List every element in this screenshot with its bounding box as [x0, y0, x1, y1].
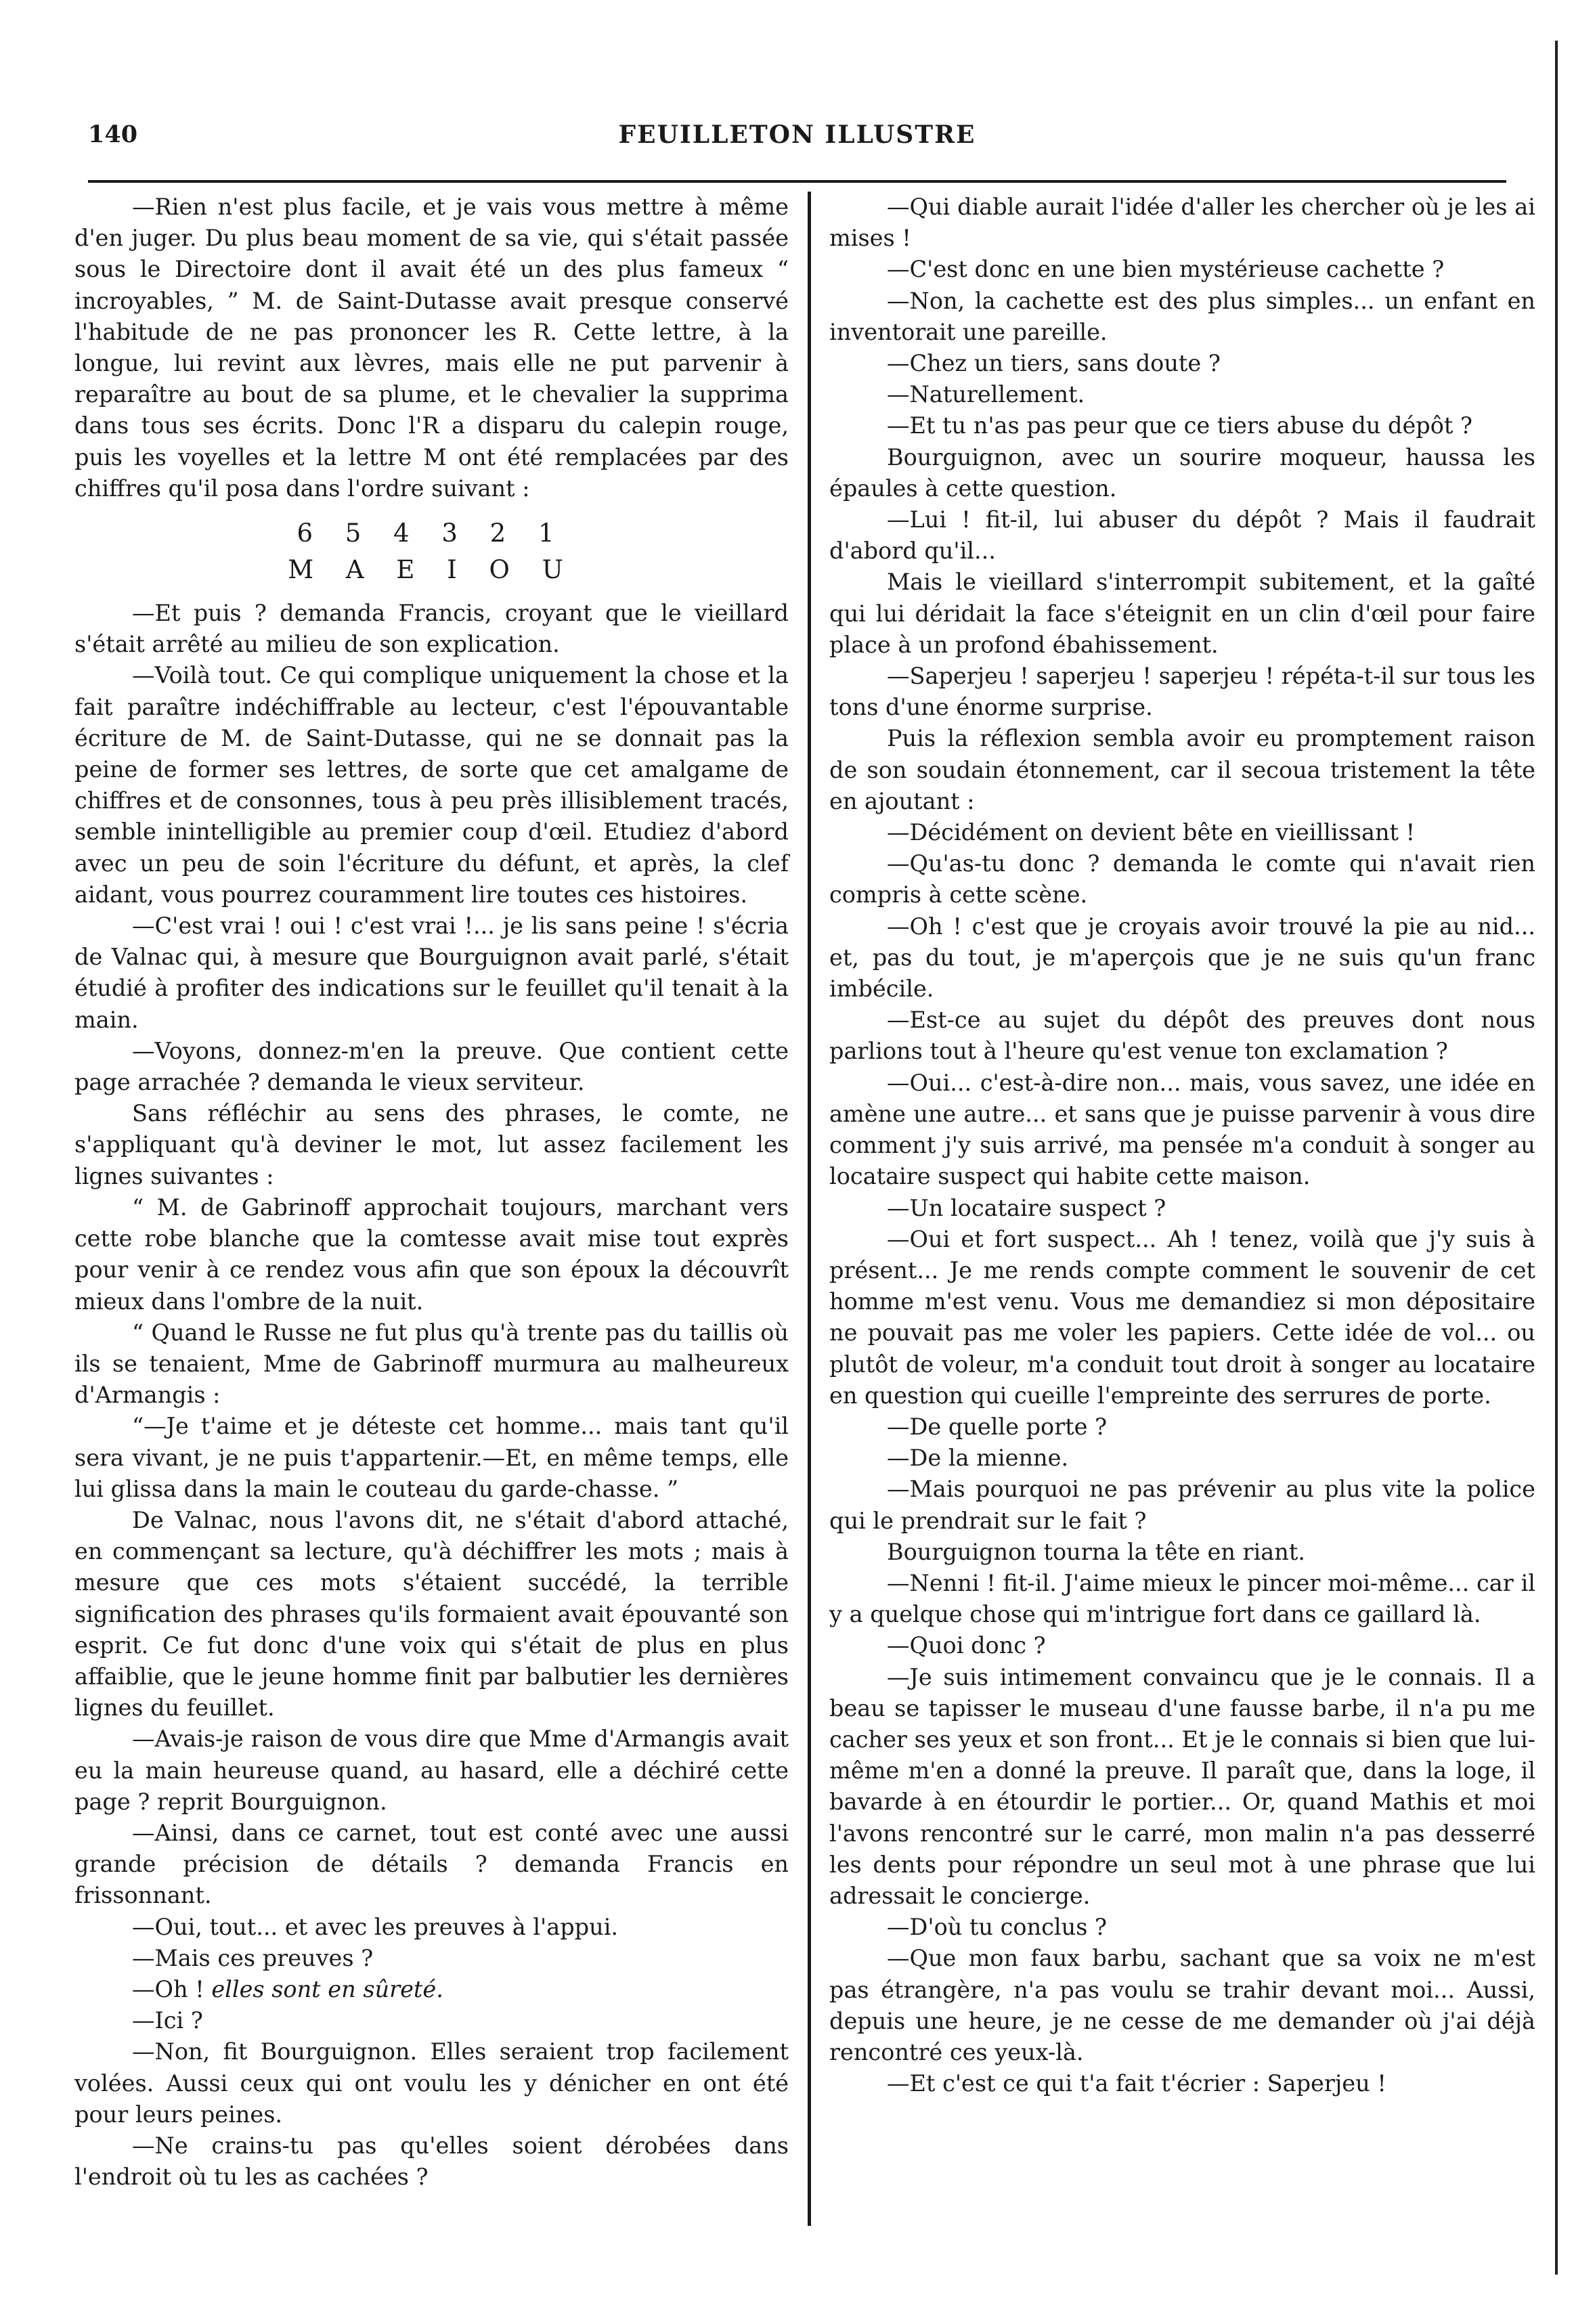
paragraph: —Chez un tiers, sans doute ? [887, 350, 1221, 377]
cipher-numbers: 6 5 4 3 2 1 [297, 519, 567, 548]
paragraph: —Oui et fort suspect... Ah ! tenez, voilà que j'y suis à présent... Je me rends compte comment le souvenir de cet homme m'est venu. Vous me demandiez si mon dépositaire ne pouvait pas me voler les papiers. Cette idée de vol... ou plutôt de voleur, m'a conduit tout droit à songer au locataire en question qui cueille l'empreinte des serrures de porte. [829, 1225, 1535, 1409]
left-column [74, 192, 789, 2193]
paragraph: —Nenni ! fit-il. J'aime mieux le pincer moi-même... car il y a quelque chose qui m'intrigue fort dans ce gaillard là. [829, 1569, 1535, 1628]
paragraph [74, 1974, 789, 2005]
paragraph: —Quoi donc ? [887, 1632, 1046, 1659]
paragraph: —De la mienne. [887, 1445, 1069, 1472]
cipher-letters: M A E I O U [288, 555, 575, 585]
paragraph: —C'est vrai ! oui ! c'est vrai !... je lis sans peine ! s'écria de Valnac qui, à mesure que Bourguignon avait parlé, s'était étudié à profiter des indications sur le feuillet qu'il tenait à la main. [74, 913, 789, 1033]
running-title: FEUILLETON ILLUSTRE [618, 120, 976, 149]
paragraph: —Naturellement. [887, 381, 1085, 408]
paragraph: —Lui ! fit-il, lui abuser du dépôt ? Mais il faudrait d'abord qu'il... [829, 506, 1535, 565]
paragraph: —Décidément on devient bête en vieillissant ! [887, 819, 1416, 846]
paragraph: Bourguignon, avec un sourire moqueur, haussa les épaules à cette question. [829, 443, 1535, 502]
paragraph: Puis la réflexion sembla avoir eu promptement raison de son soudain étonnement, car il secoua tristement la tête en ajoutant : [829, 725, 1535, 814]
paragraph: —Oui, tout... et avec les preuves à l'appui. [132, 1913, 619, 1940]
paragraph: “ Quand le Russe ne fut plus qu'à trente pas du taillis où ils se tenaient, Mme de Gabrinoff murmura au malheureux d'Armangis : [74, 1319, 789, 1409]
paragraph: —Non, la cachette est des plus simples... un enfant en inventorait une pareille. [829, 287, 1535, 345]
paragraph: —Rien n'est plus facile, et je vais vous mettre à même d'en juger. Du plus beau moment de sa vie, qui s'était passée sous le Directoire dont il avait été un des plus fameux “ incroyables, ” M. de Saint-Dutasse avait presque conservé l'habitude de ne pas prononcer les R. Cette lettre, à la longue, lui revint aux lèvres, mais elle ne put parvenir à reparaître au bout de sa plume, et le chevalier la supprima dans tous ses écrits. Donc l'R a disparu du calepin rouge, puis les voyelles et la lettre M ont été remplacées par des chiffres qu'il posa dans l'ordre suivant : [74, 194, 789, 502]
paragraph: —Que mon faux barbu, sachant que sa voix ne m'est pas étrangère, n'a pas voulu se trahir devant moi... Aussi, depuis une heure, je ne cesse de me demander où j'ai déjà rencontré ces yeux-là. [829, 1945, 1535, 2065]
page-number: 140 [88, 120, 138, 148]
paragraph: —Ainsi, dans ce carnet, tout est conté avec une aussi grande précision de détails ? demanda Francis en frissonnant. [74, 1819, 789, 1909]
paragraph: —Qui diable aurait l'idée d'aller les chercher où je les ai mises ! [829, 194, 1535, 252]
paragraph: “ M. de Gabrinoff approchait toujours, marchant vers cette robe blanche que la comtesse avait mise tout exprès pour venir à ce rendez vous afin que son époux la découvrît mieux dans l'ombre de la nuit. [74, 1193, 789, 1315]
paragraph: —Ne crains-tu pas qu'elles soient dérobées dans l'endroit où tu les as cachées ? [74, 2132, 789, 2191]
paragraph: —Est-ce au sujet du dépôt des preuves dont nous parlions tout à l'heure qu'est venue ton exclamation ? [829, 1007, 1535, 1065]
paragraph: Mais le vieillard s'interrompit subitement, et la gaîté qui lui déridait la face s'éteignit en un clin d'œil pour faire place à un profond ébahissement. [829, 569, 1535, 658]
italic-text: elles sont en sûreté. [211, 1975, 443, 2002]
paragraph: —Et tu n'as pas peur que ce tiers abuse du dépôt ? [887, 412, 1472, 439]
paragraph: —Qu'as-tu donc ? demanda le comte qui n'avait rien compris à cette scène. [829, 850, 1535, 908]
cipher-key [74, 515, 789, 588]
paragraph: —Je suis intimement convaincu que je le connais. Il a beau se tapisser le museau d'une fausse barbe, il n'a pu me cacher ses yeux et son front... Et je le connais si bien que lui-même m'en a donné la preuve. Il paraît que, dans la loge, il bavarde à en étourdir le portier... Or, quand Mathis et moi l'avons rencontré sur le carré, mon malin n'a pas desserré les dents pour répondre un seul mot à une phrase que lui adressait le concierge. [829, 1663, 1535, 1909]
paragraph: —C'est donc en une bien mystérieuse cachette ? [887, 256, 1445, 283]
paragraph: Bourguignon tourna la tête en riant. [887, 1538, 1305, 1565]
paragraph: —Oh ! c'est que je croyais avoir trouvé la pie au nid... et, pas du tout, je m'aperçois que je ne suis qu'un franc imbécile. [829, 913, 1535, 1003]
paragraph: De Valnac, nous l'avons dit, ne s'était d'abord attaché, en commençant sa lecture, qu'à déchiffrer les mots ; mais à mesure que ces mots s'étaient succédé, la terrible signification des phrases qu'ils formaient avait épouvanté son esprit. Ce fut donc d'une voix qui s'était de plus en plus affaiblie, que le jeune homme finit par balbutier les dernières lignes du feuillet. [74, 1506, 789, 1722]
page-header [88, 120, 1506, 161]
paragraph: —Avais-je raison de vous dire que Mme d'Armangis avait eu la main heureuse quand, au hasard, elle a déchiré cette page ? reprit Bourguignon. [74, 1726, 789, 1815]
dialogue-text: —Oh ! [132, 1975, 212, 2002]
paragraph: —Un locataire suspect ? [887, 1194, 1166, 1221]
paragraph: —D'où tu conclus ? [887, 1914, 1108, 1941]
column-divider [808, 192, 811, 2226]
paragraph: —Voyons, donnez-m'en la preuve. Que contient cette page arrachée ? demanda le vieux serviteur. [74, 1037, 789, 1096]
page-edge-line [1555, 41, 1558, 2275]
paragraph: Sans réfléchir au sens des phrases, le comte, ne s'appliquant qu'à deviner le mot, lut assez facilement les lignes suivantes : [74, 1100, 789, 1189]
header-rule [88, 180, 1506, 183]
paragraph: —Oui... c'est-à-dire non... mais, vous savez, une idée en amène une autre... et sans que je puisse parvenir à vous dire comment j'y suis arrivé, ma pensée m'a conduit à songer au locataire suspect qui habite cette maison. [829, 1069, 1535, 1190]
paragraph: —Non, fit Bourguignon. Elles seraient trop facilement volées. Aussi ceux qui ont voulu les y dénicher en ont été pour leurs peines. [74, 2038, 789, 2128]
paragraph: —Mais pourquoi ne pas prévenir au plus vite la police qui le prendrait sur le fait ? [829, 1476, 1535, 1534]
paragraph: —Mais ces preuves ? [132, 1944, 374, 1971]
paragraph: —Et puis ? demanda Francis, croyant que le vieillard s'était arrêté au milieu de son explication. [74, 600, 789, 658]
paragraph: —Ici ? [132, 2007, 203, 2034]
right-column [829, 192, 1535, 2099]
paragraph: “—Je t'aime et je déteste cet homme... mais tant qu'il sera vivant, je ne puis t'appartenir.—Et, en même temps, elle lui glissa dans la main le couteau du garde-chasse. ” [74, 1413, 789, 1502]
paragraph: —Saperjeu ! saperjeu ! saperjeu ! répéta-t-il sur tous les tons d'une énorme surprise. [829, 663, 1535, 721]
paragraph: —De quelle porte ? [887, 1413, 1108, 1440]
paragraph: —Voilà tout. Ce qui complique uniquement la chose et la fait paraître indéchiffrable au lecteur, c'est l'épouvantable écriture de M. de Saint-Dutasse, qui ne se donnait pas la peine de former ses lettres, de sorte que cet amalgame de chiffres et de consonnes, tous à peu près illisiblement tracés, semble inintelligible au premier coup d'œil. Etudiez d'abord avec un peu de soin l'écriture du défunt, et après, la clef aidant, vous pourrez couramment lire toutes ces histoires. [74, 662, 789, 908]
paragraph: —Et c'est ce qui t'a fait t'écrier : Saperjeu ! [887, 2070, 1386, 2097]
